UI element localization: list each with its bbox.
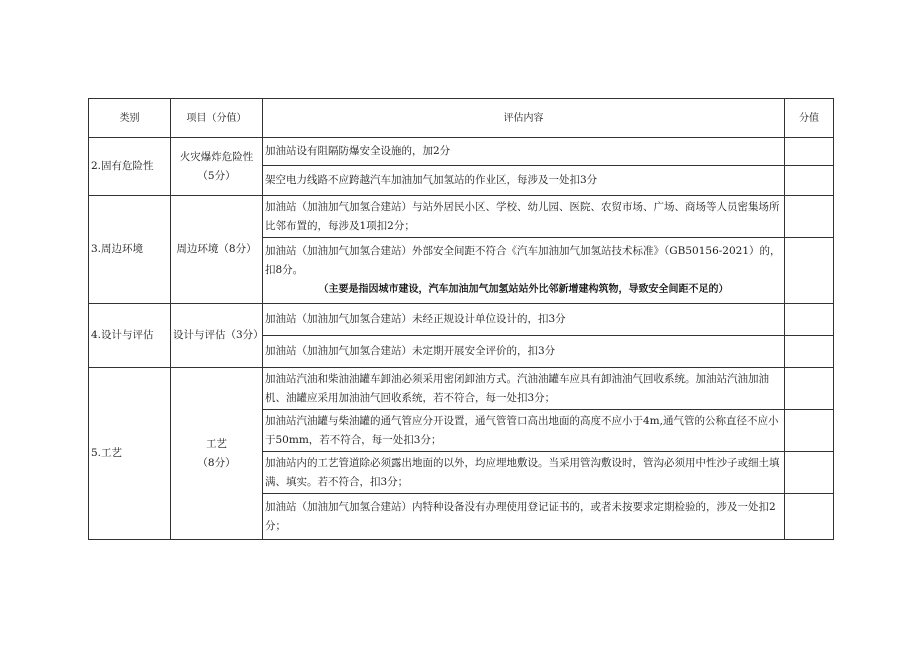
content-text: 架空电力线路不应跨越汽车加油加气加氢站的作业区，每涉及一处扣3分 [265,174,598,186]
category-cell: 5.工艺 [89,368,171,540]
score-cell [785,368,834,410]
header-content: 评估内容 [263,99,785,138]
content-text: 加油站汽油和柴油油罐车卸油必须采用密闭卸油方式。汽油油罐车应具有卸油油气回收系统。加油站汽油加油机、油罐应采用加油油气回收系统，若不符合，每一处扣3分； [265,372,769,404]
content-cell [263,336,785,368]
category-cell: 3.周边环境 [89,196,171,304]
category-cell: 2.固有危险性 [89,138,171,196]
header-row [89,99,834,138]
header-item: 项目（分值） [171,99,263,138]
score-cell [785,494,834,540]
content-cell [263,138,785,166]
item-cell [171,196,263,304]
score-cell [785,304,834,336]
table-row [89,368,834,410]
score-cell [785,166,834,196]
item-name: 设计与评估（3分） [173,329,264,341]
item-cell [171,368,263,540]
score-cell [785,452,834,494]
item-points: （5分） [197,169,236,182]
score-cell [785,410,834,452]
score-cell [785,336,834,368]
item-name: 火灾爆炸危险性 [179,150,254,163]
content-cell [263,368,785,410]
table-row [89,138,834,166]
content-cell [263,494,785,540]
item-points: （8分） [197,456,236,469]
content-text: 加油站（加油加气加氢合建站）内特种设备没有办理使用登记证书的，或者未按要求定期检验的，涉及一处扣2分； [265,500,776,532]
content-text: 加油站汽油罐与柴油罐的通气管应分开设置，通气管管口高出地面的高度不应小于4m,通气管的公称直径不应小于50mm，若不符合，每一处扣3分； [265,414,779,446]
table-row [89,196,834,238]
content-cell [263,304,785,336]
score-cell [785,238,834,304]
content-cell [263,196,785,238]
table-row [89,304,834,336]
item-cell [171,304,263,368]
content-cell [263,410,785,452]
score-cell [785,196,834,238]
content-text: 加油站（加油加气加氢合建站）外部安全间距不符合《汽车加油加气加氢站技术标准》（GB50156-2021）的，扣8分。 [265,245,781,276]
content-text: 加油站（加油加气加氢合建站）未定期开展安全评价的，扣3分 [265,345,556,357]
assessment-table [88,98,834,540]
content-cell [263,166,785,196]
score-cell [785,138,834,166]
content-cell [263,238,785,304]
header-category: 类别 [89,99,171,138]
content-cell [263,452,785,494]
content-text: 加油站设有阻隔防爆安全设施的，加2分 [265,145,451,157]
header-score: 分值 [785,99,834,138]
content-text: 加油站（加油加气加氢合建站）与站外居民小区、学校、幼儿园、医院、农贸市场、广场、商场等人员密集场所比邻布置的，每涉及1项扣2分； [265,200,780,232]
category-cell: 4.设计与评估 [89,304,171,368]
content-text: 加油站（加油加气加氢合建站）未经正规设计单位设计的，扣3分 [265,313,566,325]
content-note: （主要是指因城市建设，汽车加油加气加氢站站外比邻新增建构筑物，导致安全间距不足的） [318,284,729,295]
item-name: 工艺 [206,437,227,450]
item-cell [171,138,263,196]
item-name: 周边环境（8分） [176,243,257,255]
content-text: 加油站内的工艺管道除必须露出地面的以外，均应埋地敷设。当采用管沟敷设时，管沟必须用中性沙子或细土填满、填实。若不符合，扣3分； [265,456,780,488]
